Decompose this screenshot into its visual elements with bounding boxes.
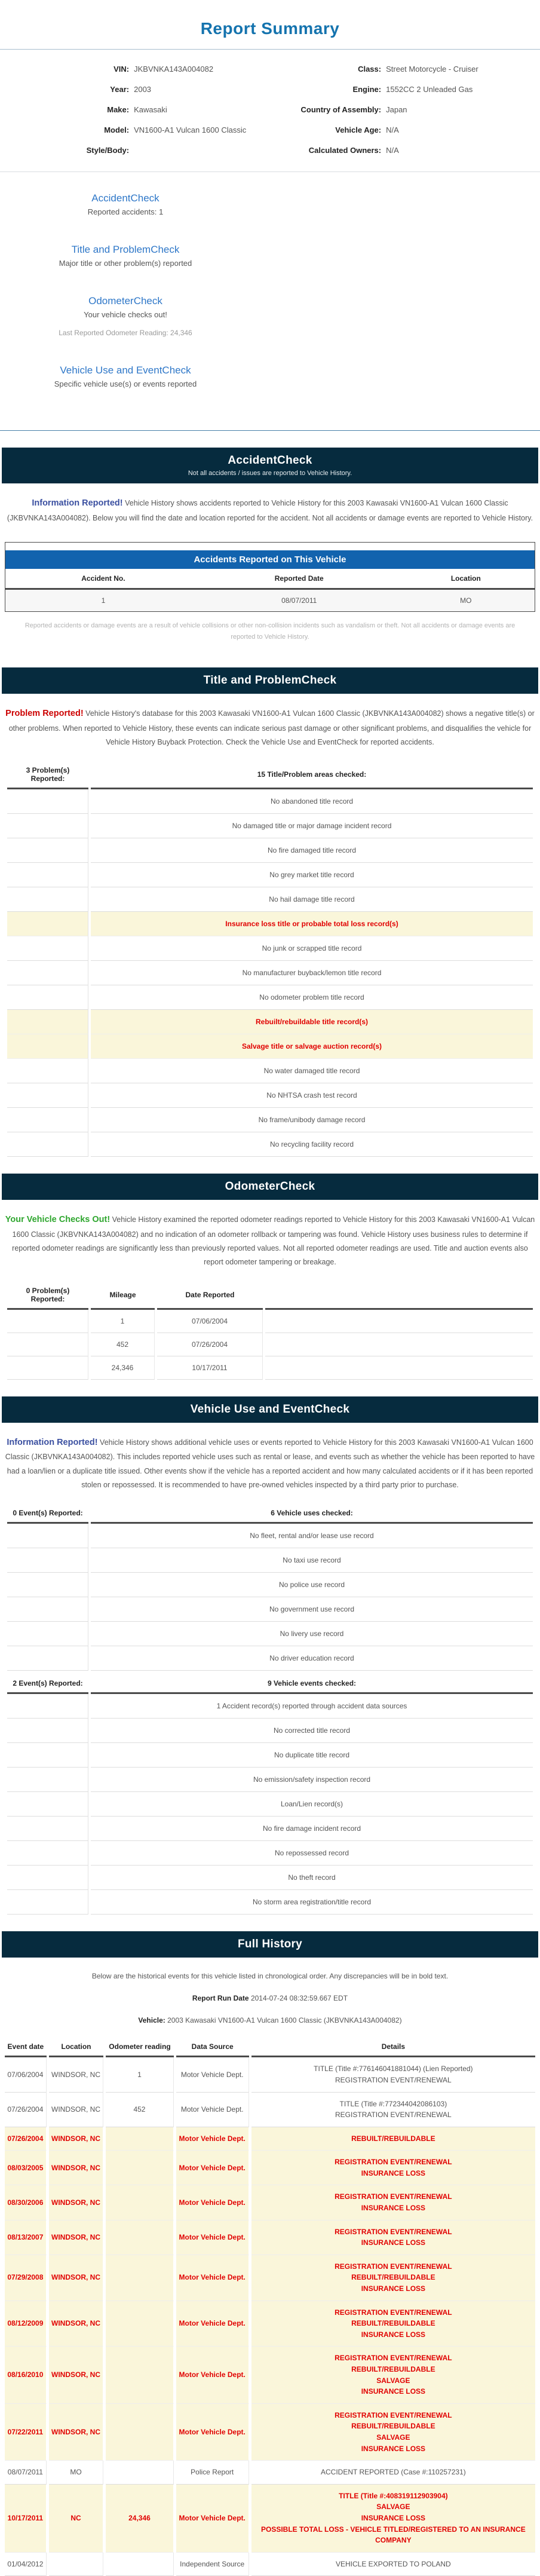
vehicle-info — [0, 50, 540, 167]
column-header: Event date — [5, 2038, 47, 2057]
vehicle-use-eventcheck-banner — [2, 1396, 538, 1423]
row-flag-cell — [7, 1356, 88, 1380]
data-source-cell: Motor Vehicle Dept. — [176, 2485, 249, 2553]
checklist-item-text: No theft record — [91, 1866, 533, 1890]
vehicle-use-paragraph: Vehicle History shows additional vehicle uses or events reported to Vehicle History for this 2003 Kawasaki VN1600-A1 Vulcan 1600 Classic (JKBVNKA143A004082). This includes reported vehicle uses such as rental or lease, and events such as whether the vehicle has been reported to have had a loan/lien or a duplicate title issued. Other events show if the vehicle has a reported accident and how many calculated accidents or if it has been reported stolen or repossessed. It is recommended to have pre-owned vehicles inspected by a third party prior to purchase. — [5, 1438, 535, 1489]
vehicle-info-label: Model: — [104, 125, 130, 134]
checklist-item-text: No storm area registration/title record — [91, 1890, 533, 1915]
odometer-cell — [106, 2151, 173, 2185]
data-source-cell: Motor Vehicle Dept. — [176, 2347, 249, 2403]
checklist-item-text: No recycling facility record — [91, 1132, 533, 1157]
odometercheck-paragraph: Vehicle History examined the reported odometer readings reported to Vehicle History for this 2003 Kawasaki VN1600-A1 Vulcan 1600 Classic (JKBVNKA143A004082) and no indication of an odometer rollback or tampering was found. Vehicle History uses business rules to determine if reported odometer readings are significantly less than previously reported values. Not all reported odometer readings are used. Title and auction events also report odometer tampering or breakage. — [12, 1215, 535, 1267]
data-source-cell: Motor Vehicle Dept. — [176, 2404, 249, 2461]
date-reported-cell: 10/17/2011 — [157, 1356, 263, 1380]
row-flag-cell — [7, 789, 88, 814]
location-cell: WINDSOR, NC — [49, 2255, 104, 2301]
checklist-item-text: No emission/safety inspection record — [91, 1768, 533, 1792]
vehicle-info-label: Calculated Owners: — [308, 146, 382, 155]
table-row — [7, 1719, 533, 1743]
details-cell: REGISTRATION EVENT/RENEWAL REBUILT/REBUILDABLE SALVAGE INSURANCE LOSS — [251, 2347, 535, 2403]
details-cell: REGISTRATION EVENT/RENEWAL INSURANCE LOSS — [251, 2151, 535, 2185]
vehicle-info-row — [18, 120, 270, 140]
event-date-cell: 07/26/2004 — [5, 2093, 47, 2127]
table-row — [7, 1768, 533, 1792]
odometer-cell — [106, 2347, 173, 2403]
checklist-item-text: No driver education record — [91, 1646, 533, 1671]
title-problem-checklist — [5, 761, 535, 1157]
row-flag-cell — [7, 1694, 88, 1719]
uses-checked-count: 6 Vehicle uses checked: — [91, 1504, 533, 1524]
title-problemcheck-paragraph: Vehicle History's database for this 2003 Kawasaki VN1600-A1 Vulcan 1600 Classic (JKBVNKA143A004082) shows a negative title(s) or other problems. When reported to Vehicle History, these events can indicate serious past damage or other significant problems, and disqualifies the vehicle for Vehicle History Buyback Protection. Check the Vehicle Use and EventCheck for reported accidents. — [8, 709, 535, 747]
location-cell: MO — [397, 590, 535, 611]
column-header: Details — [251, 2038, 535, 2057]
page-title: Report Summary — [200, 19, 340, 38]
row-flag-cell — [7, 1866, 88, 1890]
location-cell: WINDSOR, NC — [49, 2151, 104, 2185]
reported-date-cell: 08/07/2011 — [201, 590, 397, 611]
checklist-item-text: No water damaged title record — [91, 1059, 533, 1083]
data-source-cell: Motor Vehicle Dept. — [176, 2057, 249, 2092]
table-row — [7, 1356, 533, 1380]
table-row — [7, 1817, 533, 1841]
vehicle-use-eventcheck-banner-title: Vehicle Use and EventCheck — [190, 1402, 350, 1416]
full-history-banner — [2, 1931, 538, 1958]
details-cell: ACCIDENT REPORTED (Case #:110257231) — [251, 2461, 535, 2485]
row-flag-cell — [7, 1059, 88, 1083]
table-row — [7, 1841, 533, 1866]
vehicle-info-row — [270, 140, 522, 161]
vehicle-info-row — [270, 120, 522, 140]
history-vehicle — [0, 2010, 540, 2032]
vehicle-info-row — [18, 59, 270, 79]
odometer-cell — [106, 2185, 173, 2220]
date-reported-cell: 07/06/2004 — [157, 1310, 263, 1333]
row-flag-cell — [7, 1034, 88, 1059]
spacer-cell — [265, 1310, 533, 1333]
full-history-table — [2, 2038, 538, 2576]
summary-item — [0, 244, 251, 268]
history-row — [5, 2127, 535, 2151]
accidentcheck-banner-subtitle: Not all accidents / issues are reported to Vehicle History. — [188, 470, 352, 477]
checklist-header-row — [7, 1674, 533, 1694]
location-cell: MO — [49, 2461, 104, 2485]
row-flag-cell — [7, 1817, 88, 1841]
table-row — [7, 814, 533, 838]
odometer-cell — [106, 2255, 173, 2301]
data-source-cell: Motor Vehicle Dept. — [176, 2185, 249, 2220]
details-cell: REGISTRATION EVENT/RENEWAL REBUILT/REBUILDABLE INSURANCE LOSS — [251, 2255, 535, 2301]
information-reported-label: Information Reported! — [32, 498, 123, 508]
details-cell: TITLE (Title #:408319112903904) SALVAGE INSURANCE LOSS POSSIBLE TOTAL LOSS - VEHICLE TITLED/REGISTERED TO AN INSURANCE COMPANY — [251, 2485, 535, 2553]
vehicle-info-left-column — [18, 59, 270, 161]
history-row — [5, 2220, 535, 2255]
summary-subtitle: Major title or other problem(s) reported — [59, 259, 192, 268]
vehicle-info-label: Class: — [358, 65, 382, 73]
vehicle-info-label: Engine: — [352, 85, 382, 94]
vehicle-info-label: Year: — [110, 85, 130, 94]
vehicle-info-value: N/A — [386, 146, 399, 155]
row-flag-cell — [7, 838, 88, 863]
checklist-item-text: No fleet, rental and/or lease use record — [91, 1524, 533, 1548]
odometercheck-summary-text — [0, 1200, 540, 1278]
table-row — [7, 1034, 533, 1059]
history-header-row — [5, 2038, 535, 2057]
checklist-item-text: No repossessed record — [91, 1841, 533, 1866]
accidentcheck-summary-text — [0, 483, 540, 534]
table-row — [7, 1059, 533, 1083]
history-row — [5, 2404, 535, 2461]
row-flag-cell — [7, 1083, 88, 1108]
table-row — [7, 1694, 533, 1719]
location-cell: WINDSOR, NC — [49, 2185, 104, 2220]
table-row — [7, 789, 533, 814]
summary-subtitle: Your vehicle checks out! — [84, 310, 167, 319]
vehicle-info-row — [270, 59, 522, 79]
data-source-cell: Independent Source — [176, 2553, 249, 2576]
vehicle-info-value: Kawasaki — [134, 105, 167, 114]
checklist-item-text: No abandoned title record — [91, 789, 533, 814]
location-cell: WINDSOR, NC — [49, 2220, 104, 2255]
spacer-cell — [265, 1333, 533, 1356]
accidents-table-caption: Accidents Reported on This Vehicle — [5, 550, 535, 569]
column-header: Accident No. — [5, 569, 201, 590]
location-cell: WINDSOR, NC — [49, 2057, 104, 2092]
events-checked-count: 9 Vehicle events checked: — [91, 1674, 533, 1694]
row-flag-cell — [7, 1792, 88, 1817]
vehicle-info-value: Japan — [386, 105, 407, 114]
event-date-cell: 08/03/2005 — [5, 2151, 47, 2185]
vehicle-info-value: 2003 — [134, 85, 152, 94]
events-reported-count: 0 Event(s) Reported: — [7, 1504, 88, 1524]
accidentcheck-paragraph: Vehicle History shows accidents reported to Vehicle History for this 2003 Kawasaki VN1600-A1 Vulcan 1600 Classic (JKBVNKA143A004082). Below you will find the date and location reported for the accident. Not all accidents or damage events are reported to Vehicle History. — [7, 499, 533, 522]
accidents-table-header-row — [5, 569, 535, 590]
event-date-cell: 08/12/2009 — [5, 2301, 47, 2347]
summary-item — [0, 192, 251, 216]
mileage-cell: 452 — [91, 1333, 155, 1356]
table-row — [7, 1333, 533, 1356]
summary-section — [0, 172, 251, 388]
summary-item — [0, 365, 251, 388]
vehicle-checks-out-label: Your Vehicle Checks Out! — [5, 1215, 111, 1225]
vehicle-info-label: Make: — [107, 105, 130, 114]
column-header: Odometer reading — [106, 2038, 173, 2057]
history-row — [5, 2185, 535, 2220]
history-row — [5, 2553, 535, 2576]
event-date-cell: 01/04/2012 — [5, 2553, 47, 2576]
odometer-cell — [106, 2127, 173, 2151]
row-flag-cell — [7, 936, 88, 961]
divider — [0, 430, 540, 431]
checklist-item-text: No grey market title record — [91, 863, 533, 887]
row-flag-cell — [7, 912, 88, 936]
table-row — [7, 1890, 533, 1915]
column-header: Date Reported — [157, 1282, 263, 1310]
checklist-item-text: Salvage title or salvage auction record(s) — [91, 1034, 533, 1059]
accidents-footnote: Reported accidents or damage events are a result of vehicle collisions or other non-collision incidents such as vandalism or theft. Not all accidents or damage events are reported to Vehicle History. — [24, 621, 516, 641]
event-date-cell: 08/30/2006 — [5, 2185, 47, 2220]
summary-section-link[interactable]: Title and ProblemCheck — [71, 244, 180, 255]
event-date-cell: 10/17/2011 — [5, 2485, 47, 2553]
row-flag-cell — [7, 887, 88, 912]
report-run-date — [0, 1987, 540, 2010]
summary-subtitle: Specific vehicle use(s) or events reported — [54, 379, 197, 388]
title-problemcheck-summary-text — [0, 694, 540, 758]
date-reported-cell: 07/26/2004 — [157, 1333, 263, 1356]
summary-section-link[interactable]: OdometerCheck — [88, 295, 162, 307]
details-cell: VEHICLE EXPORTED TO POLAND — [251, 2553, 535, 2576]
report-run-date-label: Report Run Date — [192, 1993, 249, 2002]
vehicle-info-value: VN1600-A1 Vulcan 1600 Classic — [134, 125, 247, 134]
row-flag-cell — [7, 1719, 88, 1743]
events-reported-count: 2 Event(s) Reported: — [7, 1674, 88, 1694]
table-row — [7, 1083, 533, 1108]
table-row — [7, 838, 533, 863]
location-cell: WINDSOR, NC — [49, 2301, 104, 2347]
row-flag-cell — [7, 1622, 88, 1646]
row-flag-cell — [7, 961, 88, 985]
column-header: Reported Date — [201, 569, 397, 590]
table-row — [7, 887, 533, 912]
history-row — [5, 2093, 535, 2127]
row-flag-cell — [7, 1573, 88, 1597]
odometer-cell — [106, 2404, 173, 2461]
checklist-item-text: Rebuilt/rebuildable title record(s) — [91, 1010, 533, 1034]
row-flag-cell — [7, 1646, 88, 1671]
location-cell: WINDSOR, NC — [49, 2404, 104, 2461]
summary-subtitle: Reported accidents: 1 — [87, 207, 164, 216]
table-row — [7, 1010, 533, 1034]
column-header: Data Source — [176, 2038, 249, 2057]
history-row — [5, 2485, 535, 2553]
checklist-item-text: No damaged title or major damage incident record — [91, 814, 533, 838]
table-row — [7, 1622, 533, 1646]
event-date-cell: 08/07/2011 — [5, 2461, 47, 2485]
row-flag-cell — [7, 1310, 88, 1333]
spacer-cell — [265, 1356, 533, 1380]
table-row — [7, 1548, 533, 1573]
checklist-item-text: No odometer problem title record — [91, 985, 533, 1010]
problems-reported-count: 3 Problem(s) Reported: — [7, 761, 88, 789]
vehicle-info-row — [18, 79, 270, 100]
vehicle-info-row — [18, 100, 270, 120]
history-row — [5, 2057, 535, 2092]
details-cell: REGISTRATION EVENT/RENEWAL INSURANCE LOSS — [251, 2185, 535, 2220]
column-header: Location — [49, 2038, 104, 2057]
row-flag-cell — [7, 1548, 88, 1573]
odometer-cell: 24,346 — [106, 2485, 173, 2553]
data-source-cell: Motor Vehicle Dept. — [176, 2127, 249, 2151]
data-source-cell: Motor Vehicle Dept. — [176, 2255, 249, 2301]
table-row — [7, 1866, 533, 1890]
vehicle-info-row — [18, 140, 270, 161]
history-row — [5, 2461, 535, 2485]
row-flag-cell — [7, 863, 88, 887]
checklist-item-text: Loan/Lien record(s) — [91, 1792, 533, 1817]
vehicle-events-checklist — [5, 1674, 535, 1915]
column-header: Mileage — [91, 1282, 155, 1310]
information-reported-label: Information Reported! — [7, 1437, 98, 1447]
table-row — [7, 1597, 533, 1622]
vehicle-info-row — [270, 100, 522, 120]
location-cell — [49, 2553, 104, 2576]
checklist-item-text: No taxi use record — [91, 1548, 533, 1573]
problems-reported-count: 0 Problem(s) Reported: — [7, 1282, 88, 1310]
odometercheck-banner-title: OdometerCheck — [225, 1180, 315, 1193]
table-row — [7, 985, 533, 1010]
data-source-cell: Police Report — [176, 2461, 249, 2485]
table-row — [7, 1524, 533, 1548]
table-row — [7, 1573, 533, 1597]
checklist-item-text: No hail damage title record — [91, 887, 533, 912]
checklist-item-text: No livery use record — [91, 1622, 533, 1646]
vehicle-info-label: Vehicle Age: — [335, 125, 382, 134]
location-cell: NC — [49, 2485, 104, 2553]
odometer-cell — [106, 2461, 173, 2485]
table-row — [7, 1310, 533, 1333]
history-row — [5, 2151, 535, 2185]
row-flag-cell — [7, 1743, 88, 1768]
row-flag-cell — [7, 985, 88, 1010]
accident-no-cell: 1 — [5, 590, 201, 611]
checklist-header-row — [7, 1504, 533, 1524]
row-flag-cell — [7, 814, 88, 838]
event-date-cell: 07/29/2008 — [5, 2255, 47, 2301]
history-vehicle-label: Vehicle: — [138, 2016, 165, 2025]
full-history-intro: Below are the historical events for this vehicle listed in chronological order. Any discrepancies will be in bold text. — [91, 1971, 449, 1980]
checklist-item-text: No NHTSA crash test record — [91, 1083, 533, 1108]
table-row — [7, 1132, 533, 1157]
checklist-item-text: No frame/unibody damage record — [91, 1108, 533, 1132]
checklist-item-text: Insurance loss title or probable total loss record(s) — [91, 912, 533, 936]
table-row — [7, 863, 533, 887]
vehicle-info-value: Street Motorcycle - Cruiser — [386, 65, 478, 73]
table-row — [7, 1646, 533, 1671]
table-row — [7, 1792, 533, 1817]
odometer-table — [5, 1282, 535, 1380]
event-date-cell: 08/13/2007 — [5, 2220, 47, 2255]
column-header: Location — [397, 569, 535, 590]
data-source-cell: Motor Vehicle Dept. — [176, 2220, 249, 2255]
accidentcheck-banner — [2, 448, 538, 483]
odometer-header-row — [7, 1282, 533, 1310]
report-run-date-value: 2014-07-24 08:32:59.667 EDT — [250, 1993, 348, 2002]
checklist-item-text: No duplicate title record — [91, 1743, 533, 1768]
details-cell: REGISTRATION EVENT/RENEWAL REBUILT/REBUILDABLE SALVAGE INSURANCE LOSS — [251, 2404, 535, 2461]
row-flag-cell — [7, 1108, 88, 1132]
location-cell: WINDSOR, NC — [49, 2093, 104, 2127]
accidents-table — [5, 542, 535, 612]
odometer-cell — [106, 2220, 173, 2255]
checklist-item-text: No police use record — [91, 1573, 533, 1597]
location-cell: WINDSOR, NC — [49, 2127, 104, 2151]
vehicle-info-label: Style/Body: — [86, 146, 130, 155]
location-cell: WINDSOR, NC — [49, 2347, 104, 2403]
vehicle-info-value: N/A — [386, 125, 399, 134]
event-date-cell: 07/26/2004 — [5, 2127, 47, 2151]
vehicle-info-label: Country of Assembly: — [300, 105, 382, 114]
table-row — [7, 1743, 533, 1768]
table-row — [7, 1108, 533, 1132]
row-flag-cell — [7, 1597, 88, 1622]
summary-section-link[interactable]: AccidentCheck — [91, 192, 159, 204]
column-header-spacer — [265, 1282, 533, 1310]
checklist-item-text: No fire damaged title record — [91, 838, 533, 863]
summary-extra-note: Last Reported Odometer Reading: 24,346 — [59, 329, 192, 337]
odometer-cell: 1 — [106, 2057, 173, 2092]
accidentcheck-banner-title: AccidentCheck — [228, 454, 312, 467]
details-cell: TITLE (Title #:776146041881044) (Lien Reported) REGISTRATION EVENT/RENEWAL — [251, 2057, 535, 2092]
table-row — [7, 961, 533, 985]
data-source-cell: Motor Vehicle Dept. — [176, 2151, 249, 2185]
checklist-item-text: 1 Accident record(s) reported through accident data sources — [91, 1694, 533, 1719]
title-problemcheck-banner — [2, 667, 538, 694]
data-source-cell: Motor Vehicle Dept. — [176, 2093, 249, 2127]
vehicle-info-right-column — [270, 59, 522, 161]
table-row — [5, 590, 535, 611]
vehicle-info-row — [270, 79, 522, 100]
odometer-cell — [106, 2301, 173, 2347]
title-problemcheck-banner-title: Title and ProblemCheck — [203, 674, 337, 687]
row-flag-cell — [7, 1333, 88, 1356]
details-cell: REBUILT/REBUILDABLE — [251, 2127, 535, 2151]
row-flag-cell — [7, 1841, 88, 1866]
checklist-header-row — [7, 761, 533, 789]
vehicle-info-value: 1552CC 2 Unleaded Gas — [386, 85, 473, 94]
details-cell: TITLE (Title #:772344042086103) REGISTRATION EVENT/RENEWAL — [251, 2093, 535, 2127]
row-flag-cell — [7, 1524, 88, 1548]
row-flag-cell — [7, 1132, 88, 1157]
history-row — [5, 2347, 535, 2403]
event-date-cell: 08/16/2010 — [5, 2347, 47, 2403]
checklist-item-text: No manufacturer buyback/lemon title record — [91, 961, 533, 985]
summary-section-link[interactable]: Vehicle Use and EventCheck — [60, 365, 191, 376]
table-row — [7, 936, 533, 961]
mileage-cell: 1 — [91, 1310, 155, 1333]
row-flag-cell — [7, 1768, 88, 1792]
event-date-cell: 07/06/2004 — [5, 2057, 47, 2092]
checklist-item-text: No corrected title record — [91, 1719, 533, 1743]
odometercheck-banner — [2, 1174, 538, 1200]
areas-checked-count: 15 Title/Problem areas checked: — [91, 761, 533, 789]
checklist-item-text: No fire damage incident record — [91, 1817, 533, 1841]
table-row — [7, 912, 533, 936]
vehicle-info-label: VIN: — [113, 65, 130, 73]
odometer-cell: 452 — [106, 2093, 173, 2127]
vehicle-info-value: JKBVNKA143A004082 — [134, 65, 214, 73]
row-flag-cell — [7, 1890, 88, 1915]
vehicle-use-summary-text — [0, 1423, 540, 1500]
data-source-cell: Motor Vehicle Dept. — [176, 2301, 249, 2347]
checklist-item-text: No government use record — [91, 1597, 533, 1622]
checklist-item-text: No junk or scrapped title record — [91, 936, 533, 961]
full-history-banner-title: Full History — [237, 1937, 303, 1950]
mileage-cell: 24,346 — [91, 1356, 155, 1380]
odometer-cell — [106, 2553, 173, 2576]
event-date-cell: 07/22/2011 — [5, 2404, 47, 2461]
problem-reported-label: Problem Reported! — [5, 709, 84, 719]
history-row — [5, 2255, 535, 2301]
history-row — [5, 2301, 535, 2347]
details-cell: REGISTRATION EVENT/RENEWAL INSURANCE LOSS — [251, 2220, 535, 2255]
details-cell: REGISTRATION EVENT/RENEWAL REBUILT/REBUILDABLE INSURANCE LOSS — [251, 2301, 535, 2347]
row-flag-cell — [7, 1010, 88, 1034]
vehicle-uses-checklist — [5, 1504, 535, 1671]
history-vehicle-value: 2003 Kawasaki VN1600-A1 Vulcan 1600 Classic (JKBVNKA143A004082) — [167, 2016, 402, 2025]
summary-item — [0, 295, 251, 337]
